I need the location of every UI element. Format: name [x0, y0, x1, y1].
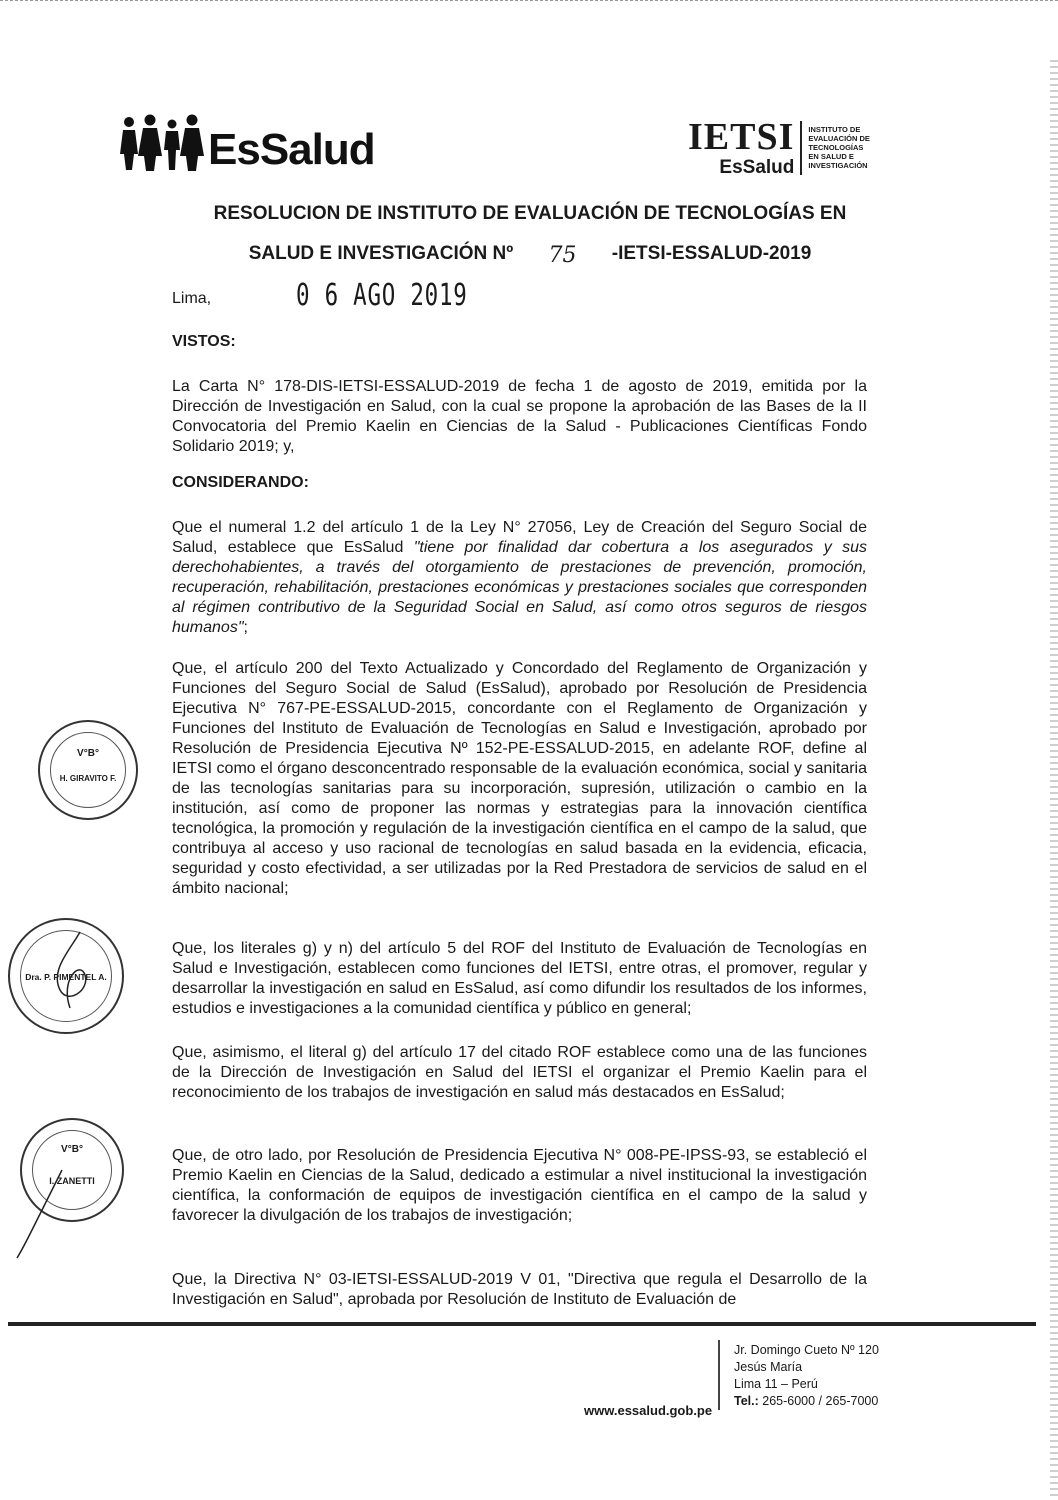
approval-seal-1: [38, 720, 138, 820]
seal1-name: H. GIRAVITO F.: [59, 774, 117, 783]
tel-value: 265-6000 / 265-7000: [758, 1394, 879, 1408]
signature-2: [40, 930, 100, 1010]
scan-top-edge: [0, 0, 1058, 9]
address-line-3: Lima 11 – Perú: [734, 1377, 818, 1391]
paragraph-2: Que, el artículo 200 del Texto Actualizado y Concordado del Reglamento de Organización y Funciones del Seguro Social de Salud (EsSalud), aprobado por Resolución de Presidencia Ejecutiva N° 767-PE-ESSALUD-2015, concordante con el Reglamento de Organización y Funciones del Instituto de Evaluación de Tecnologías en Salud e Investigación, aprobado por Resolución de Presidencia Ejecutiva Nº 152-PE-ESSALUD-2015, en adelante ROF, define al IETSI como el órgano desconcentrado responsable de la evaluación económica, social y sanitaria de las tecnologías sanitarias para su incorporación, supresión, utilización o cambio en la institución, así como de proponer las normas y estrategias para la innovación científica tecnológica, la promoción y regulación de la investigación científica en el campo de la salud, que contribuya al acceso y uso racional de tecnologías en salud basada en la evidencia, eficacia, seguridad y costo efectividad, a ser utilizadas por la Red Prestadora de servicios de salud en el ámbito nacional;: [172, 660, 867, 897]
paragraph-5: Que, de otro lado, por Resolución de Presidencia Ejecutiva N° 008-PE-IPSS-93, se estableció el Premio Kaelin en Ciencias de la Salud, dedicado a estimular a nivel institucional la investigación científica, la conformación de equipos de investigación científica en el campo de la salud y favorecer la divulgación de los trabajos de investigación;: [172, 1147, 867, 1224]
paragraph-6: Que, la Directiva N° 03-IETSI-ESSALUD-2019 V 01, "Directiva que regula el Desarrollo de la Investigación en Salud", aprobada por Resolución de Instituto de Evaluación de: [172, 1271, 867, 1308]
vistos-paragraph: La Carta N° 178-DIS-IETSI-ESSALUD-2019 de fecha 1 de agosto de 2019, emitida por la Dirección de Investigación en Salud, con la cual se propone la aprobación de las Bases de la II Convocatoria del Premio Kaelin en Ciencias de la Salud - Publicaciones Científicas Fondo Solidario 2019; y,: [172, 378, 867, 455]
tel-label: Tel.:: [734, 1394, 759, 1408]
date-stamp: 0 6 AGO 2019: [296, 278, 468, 313]
resolution-title-line1: RESOLUCION DE INSTITUTO DE EVALUACIÓN DE TECNOLOGÍAS EN: [213, 203, 847, 224]
footer-website: www.essalud.gob.pe: [584, 1403, 713, 1418]
address-line-1: Jr. Domingo Cueto Nº 120: [734, 1343, 879, 1357]
vistos-heading: VISTOS:: [172, 333, 236, 350]
seal1-vobo: V°B°: [77, 748, 99, 759]
essalud-logo: [120, 112, 375, 172]
footer-rule: [8, 1322, 1036, 1326]
place-label: Lima,: [172, 290, 212, 307]
paragraph-1: [172, 518, 867, 638]
seal3-vobo: V°B°: [61, 1144, 83, 1155]
family-people-icon: [120, 114, 206, 172]
ietsi-subtitle: EsSalud: [719, 157, 795, 178]
ietsi-divider: [800, 121, 802, 175]
seal3-name: I. ZANETTI: [49, 1176, 95, 1186]
seal2-name: Dra. P. PIMENTEL A.: [25, 972, 107, 982]
resolution-number: 75: [548, 243, 577, 268]
paragraph-4: Que, asimismo, el literal g) del artículo 17 del citado ROF establece como una de las funciones de la Dirección de Investigación en Salud del IETSI el organizar el Premio Kaelin para el reconocimiento de los trabajos de investigación en salud más destacados en EsSalud;: [172, 1044, 867, 1101]
ietsi-full-name: INSTITUTO DE EVALUACIÓN DE TECNOLOGÍAS EN SALUD E INVESTIGACIÓN: [808, 125, 870, 170]
footer-address: [734, 1342, 879, 1410]
address-line-2: Jesús María: [734, 1360, 803, 1374]
footer-divider: [718, 1340, 720, 1410]
paragraph-3: Que, los literales g) y n) del artículo 5 del ROF del Instituto de Evaluación de Tecnologías en Salud e Investigación, establecen como funciones del IETSI, entre otras, el promover, regular y desarrollar la investigación en salud en EsSalud, así como difundir los resultados de los informes, estudios e investigaciones a la comunidad científica y público en general;: [172, 940, 867, 1017]
p1-end: ;: [243, 619, 248, 636]
address-phone: [734, 1393, 879, 1410]
p1-quote: "tiene por finalidad dar cobertura a los asegurados y sus derechohabientes, a través del otorgamiento de prestaciones de prevención, promoción, recuperación, rehabilitación, prestaciones económicas y prestaciones sociales que corresponden al régimen contributivo de la Seguridad Social en Salud, así como otros seguros de riesgos humanos": [172, 539, 867, 636]
title-suffix: -IETSI-ESSALUD-2019: [611, 243, 812, 264]
approval-seal-2: [8, 918, 124, 1034]
considerando-heading: CONSIDERANDO:: [172, 474, 309, 491]
ietsi-acronym: IETSI: [688, 116, 795, 158]
essalud-logo-text: EsSalud: [208, 125, 375, 174]
ietsi-logo: [688, 118, 874, 177]
scan-right-edge: [1050, 60, 1058, 1500]
p1-text: Que el numeral 1.2 del artículo 1 de la Ley N° 27056, Ley de Creación del Seguro Social de Salud, establece que EsSalud: [172, 519, 867, 556]
approval-seal-3: [20, 1118, 124, 1222]
resolution-title-line2: [140, 240, 920, 268]
title-prefix: SALUD E INVESTIGACIÓN Nº: [248, 243, 514, 264]
signature-3: [12, 1160, 72, 1260]
